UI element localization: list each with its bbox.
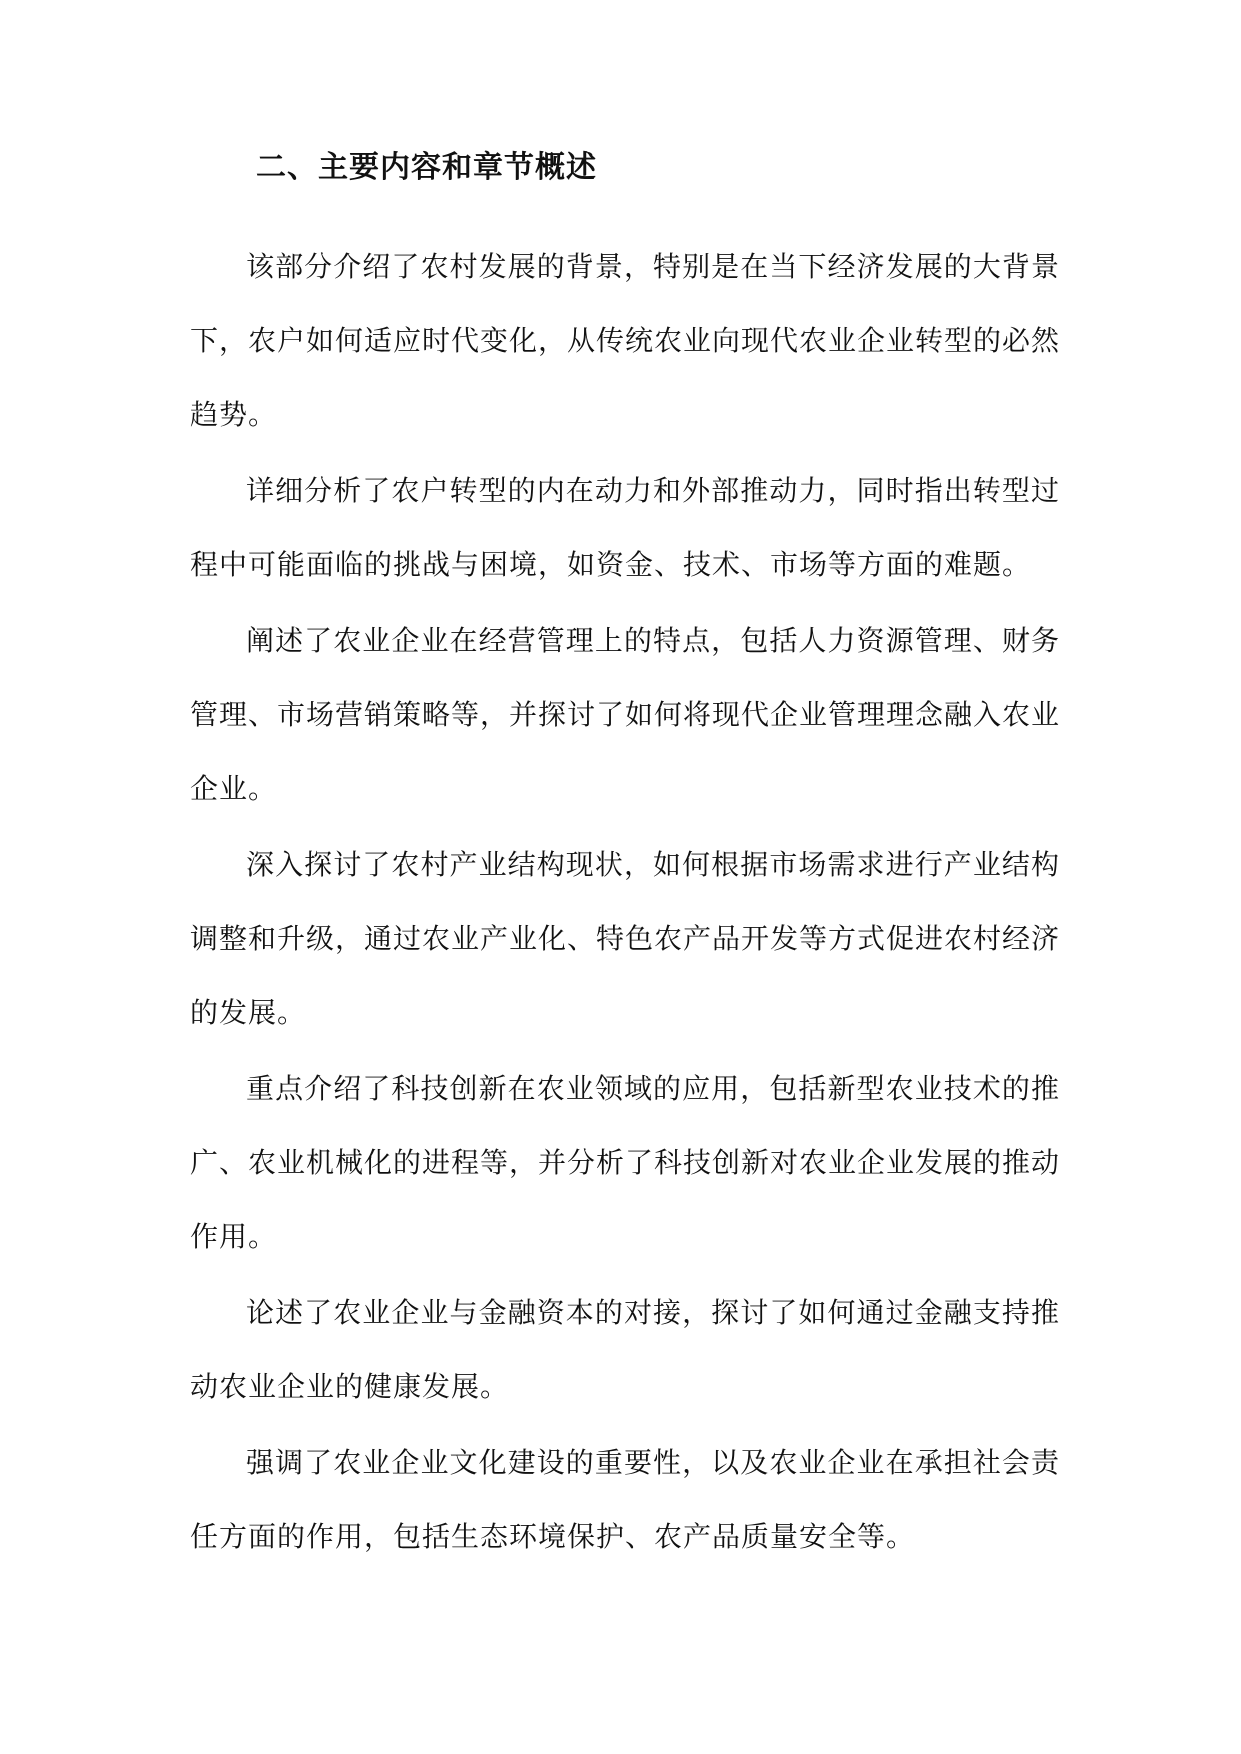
paragraph-tech-innovation: 重点介绍了科技创新在农业领域的应用，包括新型农业技术的推广、农业机械化的进程等，并分析了科技创新对农业企业发展的推动作用。 xyxy=(190,1072,1061,1253)
paragraph-transformation-drivers: 详细分析了农户转型的内在动力和外部推动力，同时指出转型过程中可能面临的挑战与困境，如资金、技术、市场等方面的难题。 xyxy=(190,474,1060,581)
paragraph-background: 该部分介绍了农村发展的背景，特别是在当下经济发展的大背景下，农户如何适应时代变化，从传统农业向现代农业企业转型的必然趋势。 xyxy=(190,250,1061,431)
paragraph-culture-responsibility: 强调了农业企业文化建设的重要性，以及农业企业在承担社会责任方面的作用，包括生态环境保护、农产品质量安全等。 xyxy=(190,1446,1060,1553)
paragraph-management: 阐述了农业企业在经营管理上的特点，包括人力资源管理、财务管理、市场营销策略等，并探讨了如何将现代企业管理理念融入农业企业。 xyxy=(190,624,1061,805)
paragraph-industry-structure: 深入探讨了农村产业结构现状，如何根据市场需求进行产业结构调整和升级，通过农业产业化、特色农产品开发等方式促进农村经济的发展。 xyxy=(190,848,1061,1029)
paragraph-finance: 论述了农业企业与金融资本的对接，探讨了如何通过金融支持推动农业企业的健康发展。 xyxy=(190,1296,1060,1403)
section-heading: 二、主要内容和章节概述 xyxy=(256,150,597,185)
document-body xyxy=(190,230,1060,1576)
